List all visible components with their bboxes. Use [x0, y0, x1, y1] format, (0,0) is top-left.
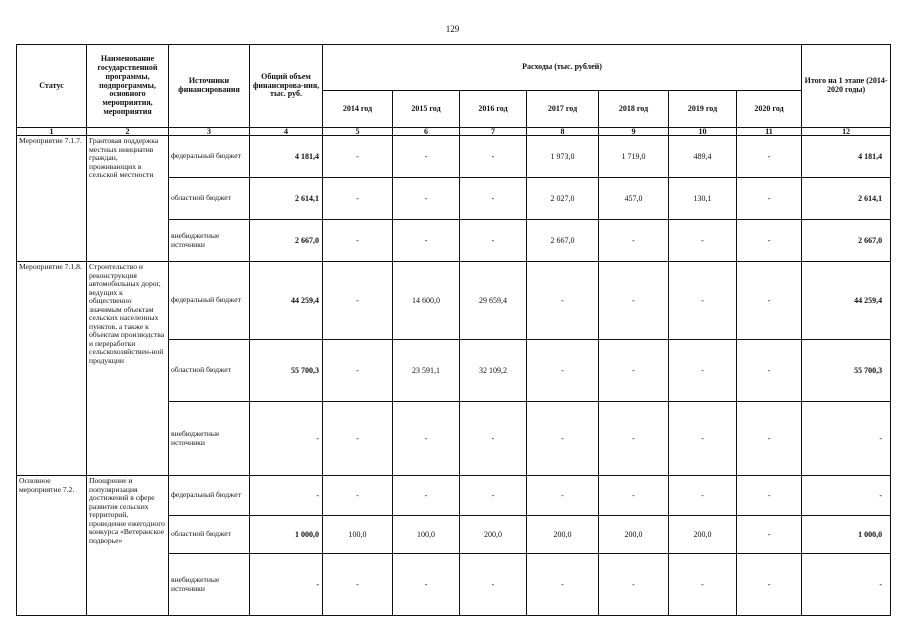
year-amount-cell: 200,0: [599, 516, 669, 554]
year-amount-cell: -: [737, 402, 802, 476]
column-number: 5: [323, 128, 393, 136]
year-amount-cell: -: [599, 402, 669, 476]
header-year: 2015 год: [393, 91, 460, 128]
year-amount-cell: -: [669, 402, 737, 476]
year-amount-cell: -: [393, 220, 460, 262]
year-amount-cell: 1 973,0: [527, 136, 599, 178]
year-amount-cell: -: [393, 554, 460, 616]
itogo-cell: -: [802, 476, 891, 516]
year-amount-cell: -: [737, 220, 802, 262]
column-number: 6: [393, 128, 460, 136]
year-amount-cell: 100,0: [393, 516, 460, 554]
year-amount-cell: -: [737, 340, 802, 402]
year-amount-cell: -: [669, 340, 737, 402]
column-number: 10: [669, 128, 737, 136]
budget-table: [16, 44, 891, 616]
year-amount-cell: -: [669, 554, 737, 616]
year-amount-cell: -: [599, 220, 669, 262]
year-amount-cell: -: [323, 136, 393, 178]
funding-source-cell: федеральный бюджет: [169, 262, 250, 340]
itogo-cell: 2 614,1: [802, 178, 891, 220]
year-amount-cell: 14 600,0: [393, 262, 460, 340]
status-cell: Основное мероприятие 7.2.: [17, 476, 87, 616]
year-amount-cell: -: [460, 476, 527, 516]
funding-source-cell: внебюджетные источники: [169, 220, 250, 262]
year-amount-cell: 200,0: [460, 516, 527, 554]
total-volume-cell: -: [250, 402, 323, 476]
total-volume-cell: 1 000,0: [250, 516, 323, 554]
total-volume-cell: -: [250, 476, 323, 516]
year-amount-cell: 100,0: [323, 516, 393, 554]
year-amount-cell: 23 591,1: [393, 340, 460, 402]
year-amount-cell: -: [460, 220, 527, 262]
year-amount-cell: -: [599, 554, 669, 616]
year-amount-cell: 130,1: [669, 178, 737, 220]
year-amount-cell: -: [323, 178, 393, 220]
column-number: 9: [599, 128, 669, 136]
year-amount-cell: -: [527, 340, 599, 402]
year-amount-cell: -: [460, 136, 527, 178]
year-amount-cell: -: [669, 262, 737, 340]
funding-source-cell: внебюджетные источники: [169, 402, 250, 476]
status-cell: Мероприятие 7.1.8.: [17, 262, 87, 476]
header-year: 2018 год: [599, 91, 669, 128]
itogo-cell: 55 700,3: [802, 340, 891, 402]
year-amount-cell: 200,0: [527, 516, 599, 554]
header-source: Источники финансирования: [169, 45, 250, 128]
year-amount-cell: -: [393, 178, 460, 220]
header-total-volume: Общий объем финансирова-ния, тыс. руб.: [250, 45, 323, 128]
status-cell: Мероприятие 7.1.7.: [17, 136, 87, 262]
table-row: [17, 262, 891, 340]
total-volume-cell: 44 259,4: [250, 262, 323, 340]
itogo-cell: 2 667,0: [802, 220, 891, 262]
year-amount-cell: -: [460, 402, 527, 476]
year-amount-cell: -: [737, 554, 802, 616]
year-amount-cell: -: [527, 262, 599, 340]
year-amount-cell: -: [737, 136, 802, 178]
header-expenses: Расходы (тыс. рублей): [323, 45, 802, 91]
year-amount-cell: -: [323, 554, 393, 616]
year-amount-cell: -: [599, 262, 669, 340]
year-amount-cell: -: [669, 220, 737, 262]
column-number: 8: [527, 128, 599, 136]
header-year: 2014 год: [323, 91, 393, 128]
itogo-cell: 4 181,4: [802, 136, 891, 178]
column-number: 12: [802, 128, 891, 136]
header-itogo: Итого на 1 этапе (2014-2020 годы): [802, 45, 891, 128]
program-name-cell: Грантовая поддержка местных инициатив граждан, проживающих в сельской местности: [87, 136, 169, 262]
year-amount-cell: -: [323, 340, 393, 402]
year-amount-cell: -: [527, 402, 599, 476]
itogo-cell: -: [802, 402, 891, 476]
program-name-cell: Поощрение и популяризация достижений в сфере развития сельских территорий, проведение ежегодного конкурса «Ветеранское подворье»: [87, 476, 169, 616]
funding-source-cell: областной бюджет: [169, 516, 250, 554]
year-amount-cell: 200,0: [669, 516, 737, 554]
column-number: 11: [737, 128, 802, 136]
year-amount-cell: -: [737, 476, 802, 516]
year-amount-cell: 2 667,0: [527, 220, 599, 262]
header-year: 2017 год: [527, 91, 599, 128]
table-row: [17, 136, 891, 178]
year-amount-cell: -: [599, 340, 669, 402]
year-amount-cell: -: [527, 476, 599, 516]
year-amount-cell: -: [393, 136, 460, 178]
year-amount-cell: 489,4: [669, 136, 737, 178]
header-year: 2019 год: [669, 91, 737, 128]
column-number: 3: [169, 128, 250, 136]
column-number: 4: [250, 128, 323, 136]
year-amount-cell: -: [393, 476, 460, 516]
year-amount-cell: 1 719,0: [599, 136, 669, 178]
table-row: [17, 476, 891, 516]
total-volume-cell: 4 181,4: [250, 136, 323, 178]
header-status: Статус: [17, 45, 87, 128]
year-amount-cell: -: [737, 516, 802, 554]
itogo-cell: 44 259,4: [802, 262, 891, 340]
year-amount-cell: -: [460, 554, 527, 616]
year-amount-cell: -: [460, 178, 527, 220]
header-name: Наименование государственной программы, подпрограммы, основного мероприятия, мероприятия: [87, 45, 169, 128]
total-volume-cell: -: [250, 554, 323, 616]
funding-source-cell: областной бюджет: [169, 340, 250, 402]
funding-source-cell: федеральный бюджет: [169, 476, 250, 516]
column-number: 2: [87, 128, 169, 136]
year-amount-cell: -: [323, 402, 393, 476]
program-name-cell: Строительство и реконструкция автомобильных дорог, ведущих к общественно значимым объектам сельских населенных пунктов, а также к объектам производства и переработки сельскохозяйствен-ной продукции: [87, 262, 169, 476]
page-number: 129: [445, 24, 460, 34]
column-number: 1: [17, 128, 87, 136]
funding-source-cell: областной бюджет: [169, 178, 250, 220]
year-amount-cell: 457,0: [599, 178, 669, 220]
year-amount-cell: -: [323, 476, 393, 516]
year-amount-cell: -: [323, 262, 393, 340]
year-amount-cell: 2 027,0: [527, 178, 599, 220]
funding-source-cell: федеральный бюджет: [169, 136, 250, 178]
header-year: 2020 год: [737, 91, 802, 128]
column-number-row: [17, 128, 891, 136]
year-amount-cell: -: [669, 476, 737, 516]
itogo-cell: 1 000,0: [802, 516, 891, 554]
column-number: 7: [460, 128, 527, 136]
year-amount-cell: -: [323, 220, 393, 262]
total-volume-cell: 55 700,3: [250, 340, 323, 402]
header-year: 2016 год: [460, 91, 527, 128]
funding-source-cell: внебюджетные источники: [169, 554, 250, 616]
total-volume-cell: 2 614,1: [250, 178, 323, 220]
year-amount-cell: -: [527, 554, 599, 616]
year-amount-cell: -: [599, 476, 669, 516]
total-volume-cell: 2 667,0: [250, 220, 323, 262]
year-amount-cell: 29 659,4: [460, 262, 527, 340]
itogo-cell: -: [802, 554, 891, 616]
year-amount-cell: 32 109,2: [460, 340, 527, 402]
year-amount-cell: -: [393, 402, 460, 476]
year-amount-cell: -: [737, 262, 802, 340]
year-amount-cell: -: [737, 178, 802, 220]
